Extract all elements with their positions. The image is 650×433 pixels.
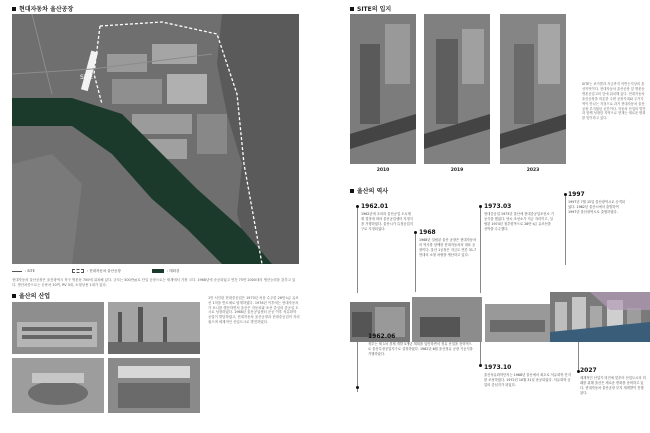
event-year-1997: 1997 xyxy=(568,191,585,198)
industry-photo-2-graphic xyxy=(108,302,200,354)
site-image-2023 xyxy=(500,14,566,164)
site-image-2010-graphic xyxy=(350,14,416,164)
event-text-1962-01: 1962년에 초의의 울산공업 도시계획 결정에 따라 울산공업센터 지정식을 거행하였다. 울산시가 특정공업지구로 지정되었다. xyxy=(361,212,413,231)
aerial-map-graphic xyxy=(12,14,299,264)
timeline-line xyxy=(357,205,358,293)
timeline-dot xyxy=(479,205,482,208)
map-title-text: 현대자동차 울산공장 xyxy=(19,6,74,13)
industry-photo-1 xyxy=(12,302,104,354)
site-image-2010 xyxy=(350,14,416,164)
site-image-2023-graphic xyxy=(500,14,566,164)
timeline-dot xyxy=(414,231,417,234)
event-year-1962-06: 1962.06 xyxy=(368,333,396,340)
industry-photo-4 xyxy=(108,358,200,413)
site-description: SITE는 코카콜라 지금까지 이반는지상의 울산지역이다. 현대자동차 울산공장 앞 명촌동 명촌공업고의 앞에 위치해 있다. 현대자동차 울산공장을 비롯한 주변 공장지대와 주거지역이 만나는 지점으로 과거 현대자동차 울산공장 부지였던 공간이다. 자동차 산업의 발전과 함께 성장한 지역으로 현재는 새로운 변화를 맞이하고 있다. xyxy=(582,82,646,121)
aerial-map xyxy=(12,14,299,264)
event-year-1962-01: 1962.01 xyxy=(361,203,389,210)
map-caption: 현대자동차 울산공장은 울산광역시 북구 명촌동 700에 위치해 있다. 규모는 500만㎡로 단일 공장으로는 세계에서 가장 크다. 1968년에 준공되었고 연간 75만 2000대의 생산능력을 갖추고 있다. 생산차종으로는 승용차 10여, RV 3대, 소형상용 1대가 있다. xyxy=(12,278,296,287)
site-title-text: SITE의 입지 xyxy=(357,6,392,13)
event-year-1968: 1968 xyxy=(419,229,436,236)
map-section-title xyxy=(12,4,73,13)
bullet-square-icon xyxy=(12,294,16,298)
timeline-dot xyxy=(356,205,359,208)
event-text-1997: 1997년 7월 15일 울산광역시로 승격되었다. 1962년 울산시에서 출발하여 1997년 울산광역시로 출범하였다. xyxy=(568,200,626,214)
industry-photo-2 xyxy=(108,302,200,354)
history-title-text: 울산의 역사 xyxy=(357,188,389,195)
event-text-2027: 세계적인 산업기 비전에 맞추어 산업도시의 미래를 위해 울산은 새로운 변화를 준비하고 있다. 현대자동차 울산공장 부지 재개발이 진행된다. xyxy=(580,376,646,395)
event-year-2027: 2027 xyxy=(580,367,597,374)
event-year-1973-10: 1973.10 xyxy=(484,364,512,371)
legend-river-label: : 태화강 xyxy=(167,269,180,273)
event-year-1973-03: 1973.03 xyxy=(484,203,512,210)
industry-caption: 1만 서인된 현대중공업은 1973년 처음 수주한 26만 t급 유조선 1척을 반도체로 탑재하였다. 1976년 이후에는 현대자동차가 포니를 생산하면서 울산은 자동차와 조선 중심의 중공업 도시로 성장하였다. 1968년 울산공업센터 준공 이후 석유화학 공업이 발달하였고, 현대자동차 울산공장과 현대중공업이 자리잡으며 세계적인 산업도시로 발전하였다. xyxy=(208,296,300,324)
bullet-square-icon xyxy=(350,7,354,11)
event-text-1962-06: 정부는 제 1차 경제 개발 5개년 계획을 입안하면서 정유 산업을 전략적으로 울산특정공업지구로 설정하였다. 1962년 6월 울산정유 공장 기공식을 거행하였다. xyxy=(368,342,473,356)
site-image-2019 xyxy=(424,14,490,164)
timeline-line xyxy=(415,232,416,292)
event-text-1973-10: 울산석유화학단지는 1968년 울산에서 최초로 석유화학 단지를 조성하였다. 1972년 10월 31일 준공되었다. 석유화학 공업의 중심지가 되었다. xyxy=(484,373,571,387)
legend-factory-label: : 현대자동차 울산공장 xyxy=(87,269,121,273)
timeline-line xyxy=(578,342,579,372)
legend-site-swatch xyxy=(12,271,22,272)
event-text-1968: 1968년 설립된 울산 공장은 현대자동차의 역사를 함께한 현대자동차의 대표 공장이다. 울산 1공장은 지금도 연간 31.7만대의 소형 차량을 생산하고 있다. xyxy=(419,238,477,257)
legend-factory-swatch xyxy=(72,269,84,273)
year-label-2023: 2023 xyxy=(526,168,540,173)
site-section-title xyxy=(350,4,391,13)
industry-title-text: 울산의 산업 xyxy=(19,293,51,300)
industry-photo-1-graphic xyxy=(12,302,104,354)
timeline-line xyxy=(357,342,358,392)
legend-site-label: : SITE xyxy=(25,269,35,273)
map-legend xyxy=(12,268,299,276)
industry-photo-4-graphic xyxy=(108,358,200,413)
year-label-2010: 2010 xyxy=(376,168,390,173)
site-image-2019-graphic xyxy=(424,14,490,164)
history-section-title xyxy=(350,186,388,195)
timeline-dot xyxy=(479,364,482,367)
timeline-line xyxy=(480,205,481,293)
industry-section-title xyxy=(12,291,50,300)
industry-photo-3 xyxy=(12,358,104,413)
event-text-1973-03: 현대중공업 1973년 울산에 현대중공업조선소 기공식을 했었다. 당시 조선소가 지금 자리이고, 설립된 1974년 첨부항목으로 26만 t급 유조선을 선박을 수주했다. xyxy=(484,212,554,231)
timeline-dot xyxy=(564,193,567,196)
timeline-dot xyxy=(356,386,359,389)
site-label: SITE xyxy=(80,74,94,81)
industry-photo-3-graphic xyxy=(12,358,104,413)
timeline-line xyxy=(565,195,566,265)
year-label-2019: 2019 xyxy=(450,168,464,173)
legend-river-swatch xyxy=(152,269,164,273)
bullet-square-icon xyxy=(12,7,16,11)
bullet-square-icon xyxy=(350,189,354,193)
